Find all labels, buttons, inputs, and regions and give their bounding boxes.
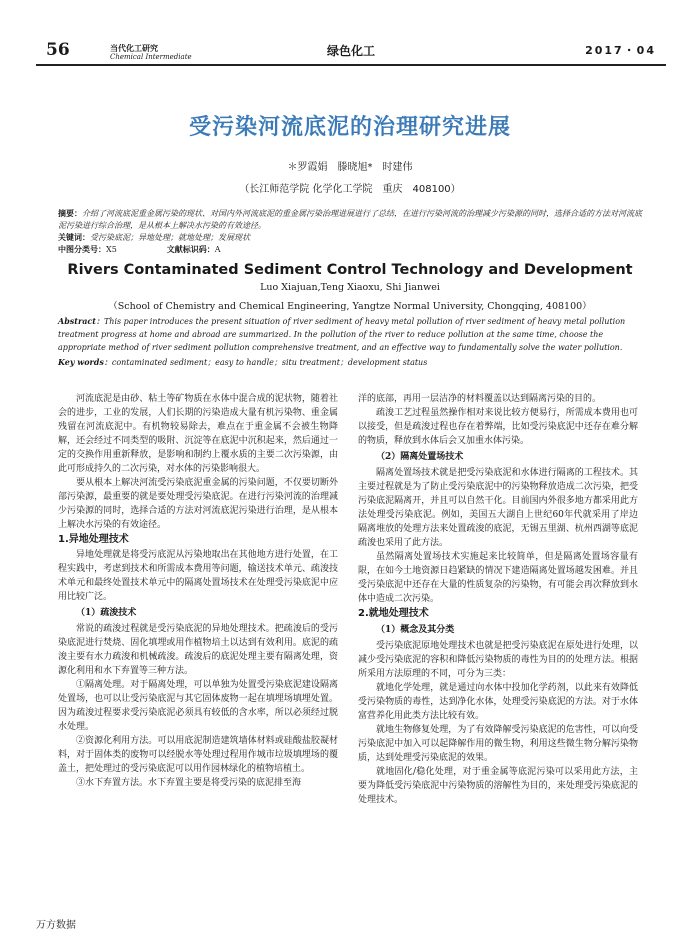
keywords-cn xyxy=(58,232,648,244)
english-keywords xyxy=(58,357,648,368)
abstract-cn-block xyxy=(58,208,648,256)
paragraph: 异地处理就是将受污底泥从污染地取出在其他地方进行处置，在工程实践中，考虑到技术和所需成本费用等问题，输送技术单元、疏浚技术单元和最终处置技术单元中的隔离处置场技术在处理受污染底泥中应用比较广泛。 xyxy=(58,550,338,602)
english-abstract-label: Abstract： xyxy=(58,316,104,326)
journal-name-en: Chemical Intermediate xyxy=(110,53,192,61)
english-abstract xyxy=(58,315,648,354)
paragraph: 洋的底部，再用一层洁净的材料覆盖以达到隔离污染的目的。 xyxy=(358,394,602,404)
english-keywords-label: Key words： xyxy=(58,357,112,367)
section-title: 绿色化工 xyxy=(326,44,375,58)
footer-watermark: 万方数据 xyxy=(36,920,76,931)
paragraph: 就地生物修复处理，为了有效降解受污染底泥的危害性，可以向受污染底泥中加入可以起降解作用的微生物，利用这些微生物分解污染物质，达到处理受污染底泥的效果。 xyxy=(358,725,638,763)
page-header xyxy=(36,30,666,64)
english-authors: Luo Xiajuan,Teng Xiaoxu, Shi Jianwei xyxy=(260,282,440,293)
doc-code-value: A xyxy=(214,245,221,254)
keywords-cn-label: 关键词： xyxy=(58,233,90,242)
issue-date: 2017・04 xyxy=(585,44,656,57)
paragraph: ②资源化利用方法。可以用底泥制造建筑墙体材料或硅酸盐胶凝材料，对于固体类的废物可以经脱水等处理过程用作城市垃圾填埋场的覆盖土，把处理过的受污染底泥可以用作园林绿化的植物培植土。 xyxy=(58,736,338,774)
paragraph: 要从根本上解决河流受污染底泥重金属的污染问题，不仅要切断外部污染源，最重要的就是要处理受污染底泥。在进行污染河流的治理减少污染源的同时，选择合适的方法对河流底泥污染进行治理，是从根本上解决水污染的有效途径。 xyxy=(58,478,338,530)
paragraph: 常说的疏浚过程就是受污染底泥的异地处理技术。把疏浚后的受污染底泥进行焚烧、固化填埋或用作植物培土以达到有效利用。底泥的疏浚主要有水力疏浚和机械疏浚。疏浚后的底泥处理主要有隔离处理，资源化利用和水下弃置等三种方法。 xyxy=(58,624,338,676)
right-column xyxy=(358,392,638,807)
subsection-heading: （1）疏浚技术 xyxy=(76,608,137,618)
doc-code-label: 文献标识码： xyxy=(166,245,215,254)
paragraph: 受污染底泥原地处理技术也就是把受污染底泥在原处进行处理，以减少受污染底泥的容积和降低污染物质的毒性为目的的处理方法。根据所采用方法原理的不同，可分为三类： xyxy=(358,641,638,679)
class-label: 中图分类号： xyxy=(58,245,106,254)
english-keywords-text: contaminated sediment；easy to handle；situ treatment；development status xyxy=(111,358,428,367)
paragraph: 虽然隔离处置场技术实施起来比较简单，但是隔离处置场容量有限，在如今土地资源日趋紧缺的情况下建造隔离处置场越发困难。并且受污染底泥中还存在大量的性质复杂的污染物，有可能会再次释放到水体中造成二次污染。 xyxy=(358,552,638,604)
keywords-cn-text: 受污染底泥；异地处理；就地处理；发展现状 xyxy=(90,233,250,242)
authors: ＊罗霞娟 滕晓旭* 时建伟 xyxy=(287,162,413,173)
english-affiliation: （School of Chemistry and Chemical Engineering, Yangtze Normal University, Chongqing, 408100） xyxy=(108,301,592,312)
section-heading: 1.异地处理技术 xyxy=(58,534,129,545)
paragraph: 隔离处置场技术就是把受污染底泥和水体进行隔离的工程技术。其主要过程就是为了防止受污染底泥中的污染物释放造成二次污染，把受污染底泥隔离开，并且可以自然干化。目前国内外很多地方都采用此方法处理受污染底泥。例如，美国五大湖自上世纪60年代就采用了岸边隔离堆放的处理方法来处置疏浚的底泥，无锡五里湖、杭州西湖等底泥疏浚也采用了此方法。 xyxy=(358,468,638,548)
page-number: 56 xyxy=(46,40,70,60)
article-title: 受污染河流底泥的治理研究进展 xyxy=(188,115,511,140)
abstract-cn-text: 介绍了河流底泥重金属污染的现状、对国内外河流底泥的重金属污染治理进展进行了总结，在进行污染河流的治理减少污染源的同时，选择合适的方法对河流底泥污染进行综合治理，是从根本上解决水污染的有效途径。 xyxy=(58,209,642,230)
abstract-cn xyxy=(58,208,648,232)
english-title: Rivers Contaminated Sediment Control Technology and Development xyxy=(67,262,633,278)
section-heading: 2.就地处理技术 xyxy=(358,608,429,619)
left-column xyxy=(58,392,338,790)
journal-name-cn: 当代化工研究 xyxy=(110,44,158,53)
class-value: X5 xyxy=(106,245,117,254)
paragraph: 就地化学处理，就是通过向水体中投加化学药剂，以此来有效降低受污染物质的毒性，达到净化水体，处理受污染底泥的方法。对于水体富营养化用此类方法比较有效。 xyxy=(358,683,638,721)
paragraph: ③水下弃置方法。水下弃置主要是将受污染的底泥排至海 xyxy=(76,778,302,788)
paragraph: 疏浚工艺过程虽然操作相对来说比较方便易行，所需成本费用也可以接受，但是疏浚过程也存在着弊端，比如受污染底泥中还存在难分解的物质，释放到水体后会又加重水体污染。 xyxy=(358,408,638,446)
paragraph: ①隔离处理。对于隔离处理，可以单独为处置受污染底泥建设隔离处置场，也可以让受污染底泥与其它固体废物一起在填埋场填埋处置。因为疏浚过程要求受污染底泥必须具有较低的含水率，所以必须经过脱水处理。 xyxy=(58,680,338,732)
header-rule xyxy=(36,64,666,66)
paragraph: 就地固化/稳化处理，对于重金属等底泥污染可以采用此方法，主要为降低受污染底泥中污染物质的溶解性为目的，来处理受污染底泥的处理技术。 xyxy=(358,767,638,805)
subsection-heading: （2）隔离处置场技术 xyxy=(376,452,464,462)
subsection-heading: （1）概念及其分类 xyxy=(376,625,455,635)
affiliation: （长江师范学院 化学化工学院 重庆 408100） xyxy=(239,184,461,195)
paragraph: 河流底泥是由砂、粘土等矿物质在水体中混合成的泥状物，随着社会的进步，工业的发展，人们长期的污染造成大量有机污染物、重金属残留在河流底泥中。有机物较易除去，难点在于重金属不会被生物降解，还会经过不同类型的吸附、沉淀等在底泥中沉积起来，然后通过一定的交换作用重新释放，是影响和制约上覆水质的主要二次污染源，由此可形成持久的二次污染，对水体的污染影响很大。 xyxy=(58,394,338,474)
abstract-cn-label: 摘要： xyxy=(58,209,82,218)
english-abstract-text: This paper introduces the present situation of river sediment of heavy metal pollution of river sediment of heavy metal pollution treatment progress at home and abroad are summarized. In the pollution of the river to reduce pollution at the same time, choose the appropriate method of river sediment pollution comprehensive treatment, and an effective way to fundamentally solve the water pollution. xyxy=(58,317,626,352)
classification xyxy=(58,244,648,256)
